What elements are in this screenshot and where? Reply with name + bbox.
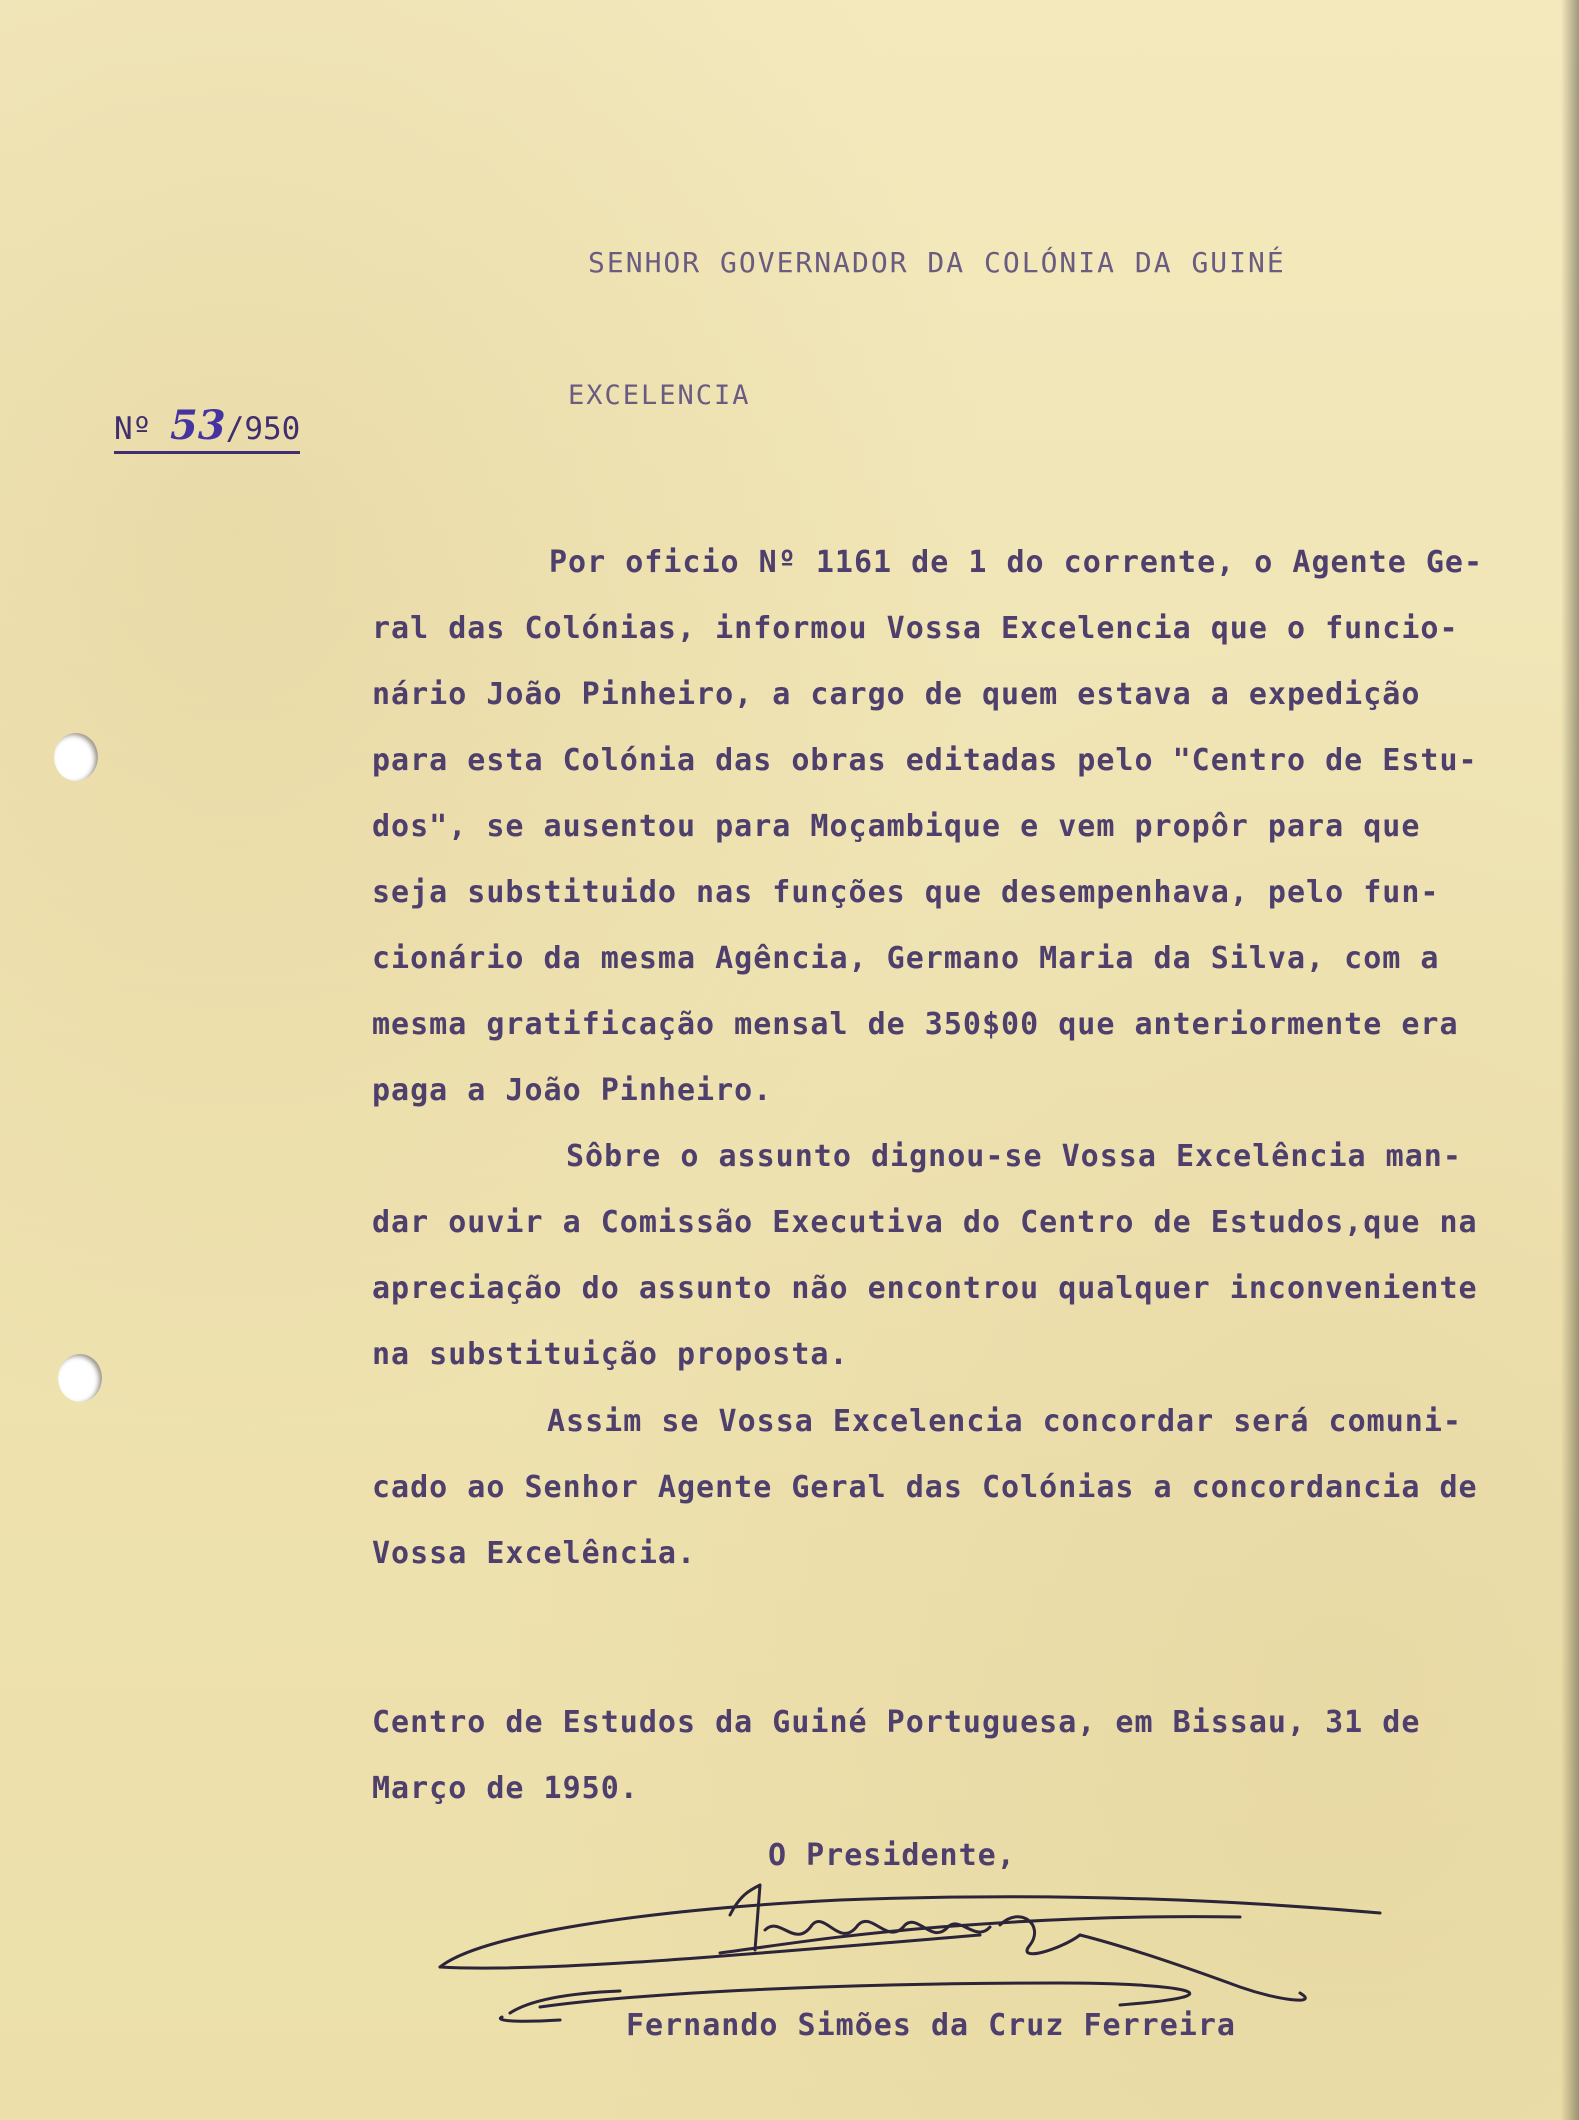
body-line: paga a João Pinheiro.	[372, 1073, 773, 1108]
punch-hole-bottom	[58, 1354, 102, 1402]
body-line: dos", se ausentou para Moçambique e vem propôr para que	[372, 809, 1421, 844]
body-line: apreciação do assunto não encontrou qualquer inconveniente	[372, 1271, 1478, 1306]
body-line: cado ao Senhor Agente Geral das Colónias a concordancia de	[372, 1470, 1478, 1505]
body-line: dar ouvir a Comissão Executiva do Centro de Estudos,que na	[372, 1205, 1478, 1240]
signatory-title: O Presidente,	[768, 1838, 1016, 1873]
reference-handwritten-number: 53	[170, 402, 226, 449]
body-line: para esta Colónia das obras editadas pelo "Centro de Estu-	[372, 743, 1478, 778]
body-line: seja substituido nas funções que desempenhava, pelo fun-	[372, 875, 1440, 910]
body-line: Vossa Excelência.	[372, 1536, 697, 1571]
body-line: Sôbre o assunto dignou-se Vossa Excelência man-	[566, 1139, 1462, 1174]
body-line: Por oficio Nº 1161 de 1 do corrente, o Agente Ge-	[549, 545, 1484, 580]
signatory-name: Fernando Simões da Cruz Ferreira	[626, 2008, 1236, 2043]
place-date-line: Centro de Estudos da Guiné Portuguesa, em Bissau, 31 de	[372, 1705, 1421, 1740]
punch-hole-top	[54, 733, 98, 781]
body-line: na substituição proposta.	[372, 1337, 849, 1372]
reference-number	[114, 402, 300, 454]
reference-prefix: Nº	[114, 411, 152, 447]
body-line: Assim se Vossa Excelencia concordar será comuni-	[547, 1404, 1462, 1439]
addressee-heading: SENHOR GOVERNADOR DA COLÓNIA DA GUINÉ	[588, 246, 1286, 279]
body-line: mesma gratificação mensal de 350$00 que anteriormente era	[372, 1007, 1459, 1042]
body-line: ral das Colónias, informou Vossa Excelencia que o funcio-	[372, 611, 1459, 646]
body-line: cionário da mesma Agência, Germano Maria da Silva, com a	[372, 941, 1440, 976]
body-line: nário João Pinheiro, a cargo de quem estava a expedição	[372, 677, 1421, 712]
salutation: EXCELENCIA	[568, 380, 751, 411]
place-date-line: Março de 1950.	[372, 1771, 639, 1806]
reference-suffix: /950	[225, 411, 301, 447]
